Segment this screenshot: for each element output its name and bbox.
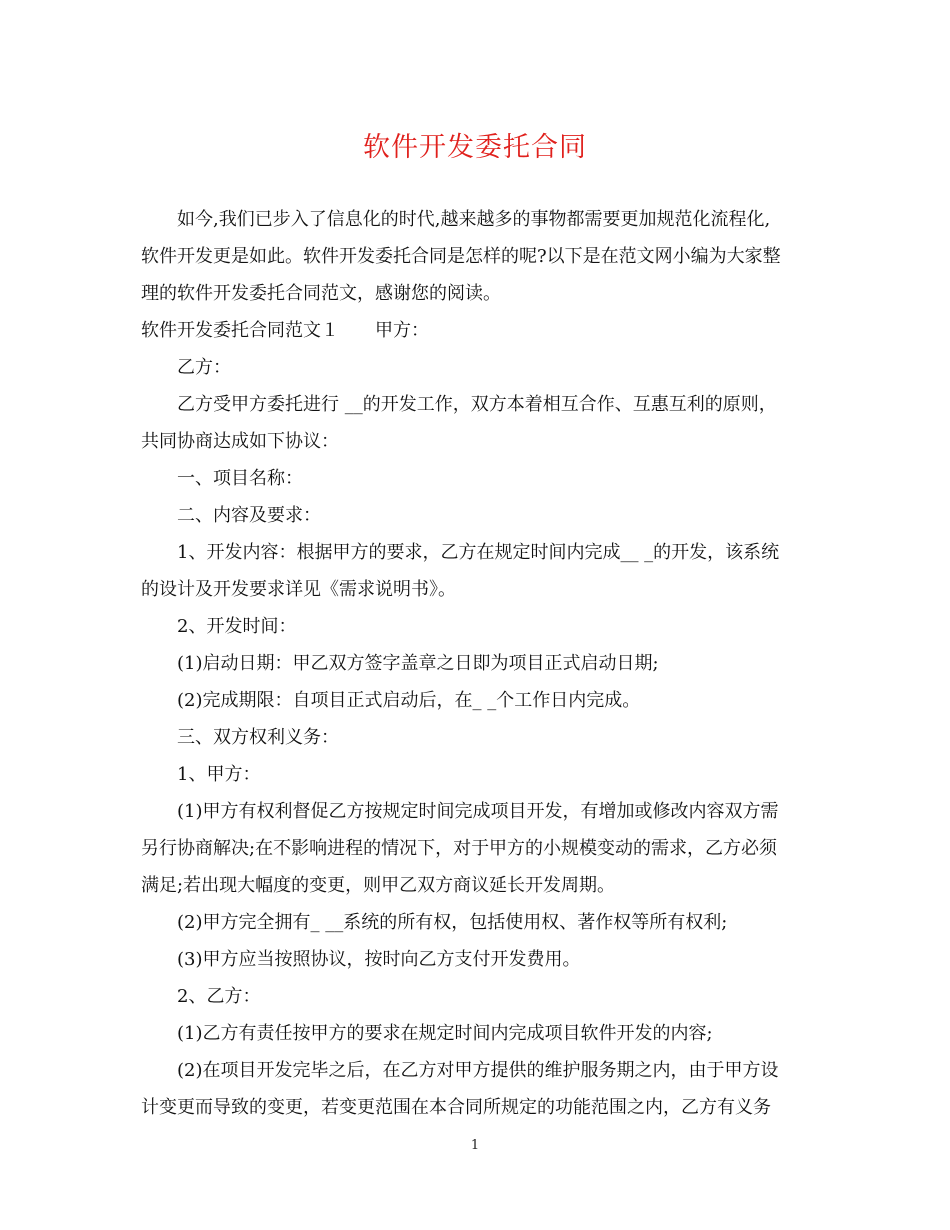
s3-b2-line-1: (2)在项目开发完毕之后，在乙方对甲方提供的维护服务期之内，由于甲方设 [177, 1060, 779, 1081]
s3-a3: (3)甲方应当按照协议，按时向乙方支付开发费用。 [177, 949, 581, 970]
section-3-heading: 三、双方权利义务： [177, 727, 339, 748]
party-a-label: 甲方： [375, 320, 429, 341]
s2-item2: 2、开发时间： [177, 616, 297, 637]
s3-b2-line-2: 计变更而导致的变更，若变更范围在本合同所规定的功能范围之内，乙方有义务 [141, 1097, 771, 1118]
s2-item1-line-2: 的设计及开发要求详见《需求说明书》。 [141, 579, 456, 600]
s3-party-a: 1、甲方： [177, 764, 261, 785]
s2-item2-1: (1)启动日期：甲乙双方签字盖章之日即为项目正式启动日期; [177, 653, 659, 674]
s3-b1: (1)乙方有责任按甲方的要求在规定时间内完成项目软件开发的内容; [177, 1023, 713, 1044]
page-number: 1 [470, 1138, 480, 1153]
party-b-label: 乙方： [177, 357, 231, 378]
intro-line-2: 软件开发更是如此。软件开发委托合同是怎样的呢?以下是在范文网小编为大家整 [141, 246, 781, 267]
s3-a1-line-3: 满足;若出现大幅度的变更，则甲乙双方商议延长开发周期。 [141, 875, 616, 896]
intro-line-3: 理的软件开发委托合同范文，感谢您的阅读。 [141, 283, 501, 304]
sample-heading: 软件开发委托合同范文１ [141, 320, 339, 341]
section-2-heading: 二、内容及要求： [177, 505, 321, 526]
intro-line-1: 如今,我们已步入了信息化的时代,越来越多的事物都需要更加规范化流程化, [177, 209, 771, 230]
preamble-line-1: 乙方受甲方委托进行 __的开发工作，双方本着相互合作、互惠互利的原则， [177, 394, 777, 415]
document-title: 软件开发委托合同 [363, 132, 587, 163]
s3-party-b: 2、乙方： [177, 986, 261, 1007]
preamble-line-2: 共同协商达成如下协议： [141, 431, 339, 452]
s3-a2: (2)甲方完全拥有_ __系统的所有权，包括使用权、著作权等所有权利; [177, 912, 728, 933]
s2-item1-line-1: 1、开发内容：根据甲方的要求，乙方在规定时间内完成__ _的开发，该系统 [177, 542, 780, 563]
sample-heading-line [141, 313, 429, 349]
s3-a1-line-2: 另行协商解决;在不影响进程的情况下，对于甲方的小规模变动的需求，乙方必须 [141, 838, 778, 859]
s2-item2-2: (2)完成期限：自项目正式启动后，在_ _个工作日内完成。 [177, 690, 641, 711]
section-1-heading: 一、项目名称： [177, 468, 303, 489]
s3-a1-line-1: (1)甲方有权利督促乙方按规定时间完成项目开发，有增加或修改内容双方需 [177, 801, 779, 822]
